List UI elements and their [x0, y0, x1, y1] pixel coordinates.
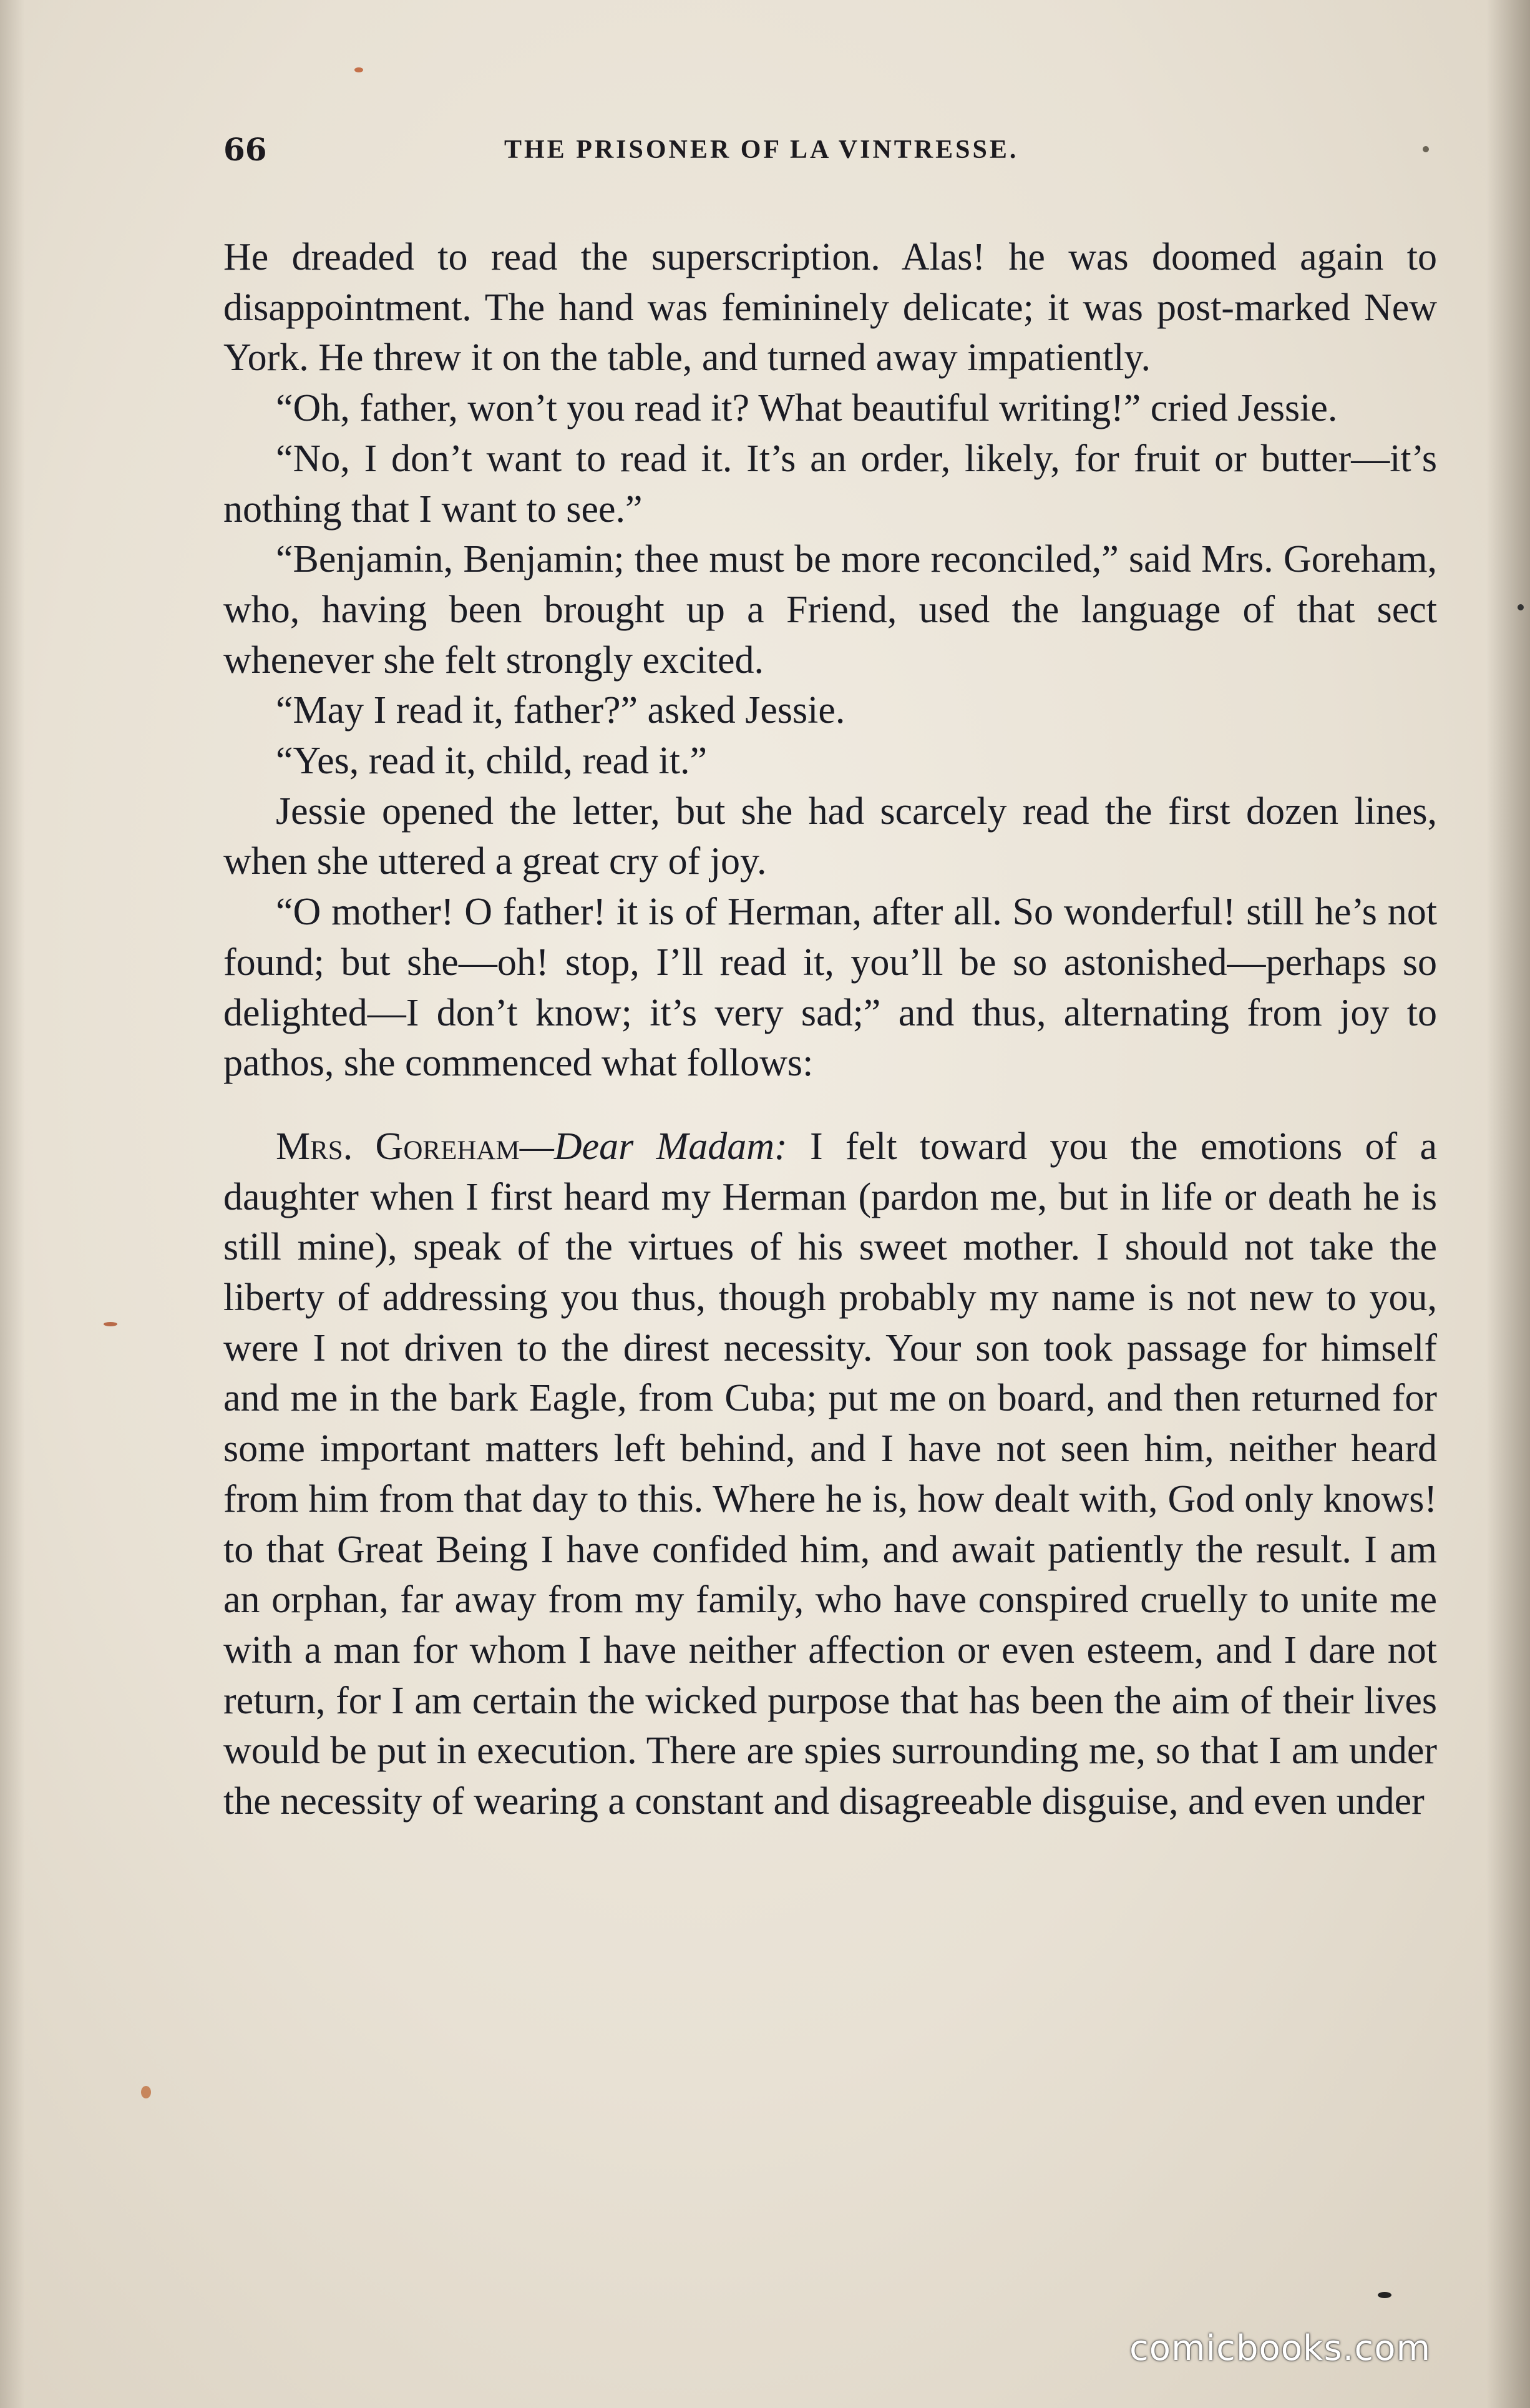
letter-greeting: —Dear Madam: [519, 1125, 787, 1168]
ink-speck [1518, 604, 1524, 610]
paragraph: “Yes, read it, child, read it.” [276, 740, 707, 783]
ink-speck [1378, 2292, 1391, 2298]
paragraph: He dreaded to read the superscription. Alas! he was doomed again to disappointment. The hand was femininely delicate; it was post-marked New York. He threw it on the table, and turned away impatiently. [223, 236, 1437, 379]
ink-speck [141, 2086, 151, 2098]
ink-speck [104, 1322, 117, 1326]
ink-speck [354, 67, 363, 72]
paragraph: “O mother! O father! it is of Herman, after all. So wonderful! still he’s not found; but she—oh! stop, I’ll read it, you’ll be so astonished—perhaps so delighted—I don’t know; it’s very sad;” and thus, alternating from joy to pathos, she commenced what follows: [223, 891, 1437, 1085]
letter-paragraph [223, 1122, 1437, 1827]
letter-text: I felt toward you the emotions of a daughter when I first heard my Herman (pardon me, but in life or death he is still mine), speak of the virtues of his sweet mother. I should not take the liberty of addressing you thus, though probably my name is not new to you, were I not driven to the direst necessity. Your son took passage for himself and me in the bark Eagle, from Cuba; put me on board, and then returned for some important matters left behind, and I have not seen him, neither heard from him from that day to this. Where he is, how dealt with, God only knows! to that Great Being I have confided him, and await patiently the result. I am an orphan, far away from my family, who have conspired cruelly to unite me with a man for whom I have neither affection or even esteem, and I dare not return, for I am certain the wicked purpose that has been the aim of their lives would be put in execution. There are spies surrounding me, so that I am under the necessity of wearing a constant and disagreeable disguise, and even under [223, 1125, 1437, 1823]
page-right-shadow [1486, 0, 1530, 2408]
paragraph: “Benjamin, Benjamin; thee must be more reconciled,” said Mrs. Goreham, who, having been brought up a Friend, used the language of that sect whenever she felt strongly excited. [223, 538, 1437, 682]
running-head [223, 131, 1440, 175]
running-title: THE PRISONER OF LA VINTRESSE. [504, 135, 1019, 164]
paragraph: “Oh, father, won’t you read it? What beautiful writing!” cried Jessie. [276, 387, 1338, 430]
paragraph: Jessie opened the letter, but she had scarcely read the first dozen lines, when she uttered a great cry of joy. [223, 790, 1437, 883]
letter-addressee: Mrs. Goreham [276, 1125, 520, 1168]
watermark: comicbooks.com [1129, 2328, 1431, 2369]
paragraph: “No, I don’t want to read it. It’s an order, likely, for fruit or butter—it’s nothing that I want to see.” [223, 437, 1437, 531]
page-left-shadow [0, 0, 25, 2408]
page-number: 66 [223, 131, 267, 168]
body-text [223, 232, 1437, 1827]
paragraph: “May I read it, father?” asked Jessie. [276, 689, 845, 732]
